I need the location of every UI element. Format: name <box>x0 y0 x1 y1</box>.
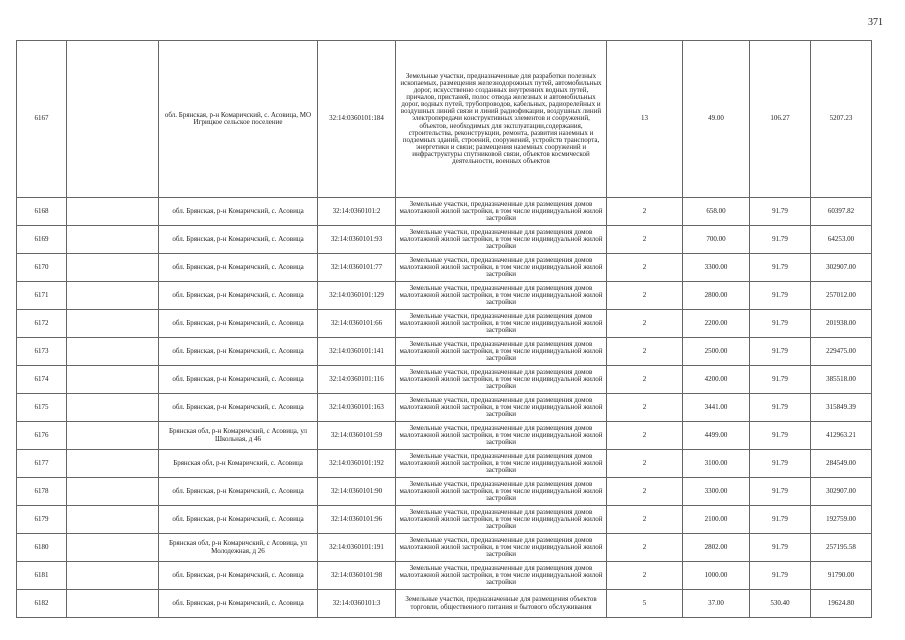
area-cell: 3441.00 <box>683 394 750 422</box>
row-number: 6167 <box>17 41 67 198</box>
area-cell: 700.00 <box>683 226 750 254</box>
cadastral-number-cell: 32:14:0360101:96 <box>318 506 396 534</box>
table-row <box>17 226 872 254</box>
address-cell: обл. Брянская, р-н Комаричский, с. Асовица <box>159 478 318 506</box>
cadastral-number-cell: 32:14:0360101:191 <box>318 534 396 562</box>
spacer-cell <box>67 478 159 506</box>
row-number: 6182 <box>17 590 67 618</box>
address-cell: Брянская обл, р-н Комаричский, с Асовица, ул Молодежная, д 26 <box>159 534 318 562</box>
specific-value-cell: 530.40 <box>750 590 811 618</box>
row-number: 6172 <box>17 310 67 338</box>
group-number-cell: 2 <box>607 254 683 282</box>
specific-value-cell: 91.79 <box>750 422 811 450</box>
group-number-cell: 2 <box>607 310 683 338</box>
specific-value-cell: 91.79 <box>750 282 811 310</box>
cadastral-number-cell: 32:14:0360101:59 <box>318 422 396 450</box>
cadastral-number-cell: 32:14:0360101:116 <box>318 366 396 394</box>
group-number-cell: 2 <box>607 422 683 450</box>
cadastral-number-cell: 32:14:0360101:3 <box>318 590 396 618</box>
table-row <box>17 478 872 506</box>
area-cell: 49.00 <box>683 41 750 198</box>
row-number: 6169 <box>17 226 67 254</box>
cadastral-number-cell: 32:14:0360101:90 <box>318 478 396 506</box>
group-number-cell: 2 <box>607 478 683 506</box>
table-row <box>17 422 872 450</box>
page-number: 371 <box>868 17 883 28</box>
specific-value-cell: 91.79 <box>750 506 811 534</box>
area-cell: 3100.00 <box>683 450 750 478</box>
address-cell: обл. Брянская, р-н Комаричский, с. Асовица <box>159 198 318 226</box>
spacer-cell <box>67 254 159 282</box>
cadastral-number-cell: 32:14:0360101:192 <box>318 450 396 478</box>
cadastral-value-cell: 5207.23 <box>811 41 872 198</box>
table-row <box>17 450 872 478</box>
land-use-cell: Земельные участки, предназначенные для размещения домов малоэтажной жилой застройки, в том числе индивидуальной жилой застройки <box>396 450 607 478</box>
cadastral-number-cell: 32:14:0360101:66 <box>318 310 396 338</box>
address-cell: обл. Брянская, р-н Комаричский, с. Асовица <box>159 226 318 254</box>
cadastral-number-cell: 32:14:0360101:2 <box>318 198 396 226</box>
area-cell: 4499.00 <box>683 422 750 450</box>
cadastral-value-cell: 302907.00 <box>811 478 872 506</box>
spacer-cell <box>67 422 159 450</box>
area-cell: 2802.00 <box>683 534 750 562</box>
row-number: 6173 <box>17 338 67 366</box>
table-row <box>17 338 872 366</box>
row-number: 6179 <box>17 506 67 534</box>
spacer-cell <box>67 310 159 338</box>
specific-value-cell: 91.79 <box>750 394 811 422</box>
table-row <box>17 254 872 282</box>
specific-value-cell: 91.79 <box>750 198 811 226</box>
address-cell: обл. Брянская, р-н Комаричский, с. Асовица <box>159 254 318 282</box>
land-use-cell: Земельные участки, предназначенные для размещения домов малоэтажной жилой застройки, в том числе индивидуальной жилой застройки <box>396 254 607 282</box>
specific-value-cell: 91.79 <box>750 338 811 366</box>
group-number-cell: 2 <box>607 506 683 534</box>
specific-value-cell: 91.79 <box>750 310 811 338</box>
row-number: 6170 <box>17 254 67 282</box>
spacer-cell <box>67 450 159 478</box>
specific-value-cell: 91.79 <box>750 254 811 282</box>
spacer-cell <box>67 394 159 422</box>
address-cell: обл. Брянская, р-н Комаричский, с. Асовица <box>159 590 318 618</box>
area-cell: 37.00 <box>683 590 750 618</box>
row-number: 6177 <box>17 450 67 478</box>
row-number: 6180 <box>17 534 67 562</box>
table-row <box>17 534 872 562</box>
land-use-cell: Земельные участки, предназначенные для размещения домов малоэтажной жилой застройки, в том числе индивидуальной жилой застройки <box>396 506 607 534</box>
land-use-cell: Земельные участки, предназначенные для размещения домов малоэтажной жилой застройки, в том числе индивидуальной жилой застройки <box>396 394 607 422</box>
address-cell: Брянская обл, р-н Комаричский, с Асовица, ул Школьная, д 46 <box>159 422 318 450</box>
row-number: 6171 <box>17 282 67 310</box>
spacer-cell <box>67 366 159 394</box>
table-row <box>17 394 872 422</box>
cadastral-number-cell: 32:14:0360101:77 <box>318 254 396 282</box>
spacer-cell <box>67 562 159 590</box>
group-number-cell: 2 <box>607 198 683 226</box>
area-cell: 3300.00 <box>683 478 750 506</box>
group-number-cell: 2 <box>607 366 683 394</box>
area-cell: 2200.00 <box>683 310 750 338</box>
table-row <box>17 282 872 310</box>
table-row <box>17 198 872 226</box>
group-number-cell: 2 <box>607 562 683 590</box>
land-use-cell: Земельные участки, предназначенные для размещения домов малоэтажной жилой застройки, в том числе индивидуальной жилой застройки <box>396 478 607 506</box>
specific-value-cell: 91.79 <box>750 562 811 590</box>
cadastral-value-cell: 91790.00 <box>811 562 872 590</box>
table-row <box>17 506 872 534</box>
cadastral-value-table <box>16 40 872 618</box>
land-use-cell: Земельные участки, предназначенные для размещения домов малоэтажной жилой застройки, в том числе индивидуальной жилой застройки <box>396 422 607 450</box>
address-cell: обл. Брянская, р-н Комаричский, с. Асовица <box>159 282 318 310</box>
cadastral-number-cell: 32:14:0360101:98 <box>318 562 396 590</box>
land-use-cell: Земельные участки, предназначенные для размещения домов малоэтажной жилой застройки, в том числе индивидуальной жилой застройки <box>396 338 607 366</box>
spacer-cell <box>67 338 159 366</box>
table-row <box>17 366 872 394</box>
table-row <box>17 590 872 618</box>
group-number-cell: 2 <box>607 282 683 310</box>
area-cell: 2500.00 <box>683 338 750 366</box>
land-use-cell: Земельные участки, предназначенные для размещения объектов торговли, общественного питания и бытового обслуживания <box>396 590 607 618</box>
row-number: 6181 <box>17 562 67 590</box>
table-row <box>17 310 872 338</box>
cadastral-value-cell: 385518.00 <box>811 366 872 394</box>
specific-value-cell: 91.79 <box>750 366 811 394</box>
land-use-cell: Земельные участки, предназначенные для размещения домов малоэтажной жилой застройки, в том числе индивидуальной жилой застройки <box>396 310 607 338</box>
area-cell: 1000.00 <box>683 562 750 590</box>
row-number: 6178 <box>17 478 67 506</box>
address-cell: обл. Брянская, р-н Комаричский, с. Асовица <box>159 562 318 590</box>
cadastral-value-cell: 201938.00 <box>811 310 872 338</box>
cadastral-number-cell: 32:14:0360101:129 <box>318 282 396 310</box>
cadastral-value-cell: 412963.21 <box>811 422 872 450</box>
address-cell: обл. Брянская, р-н Комаричский, с. Асовица <box>159 366 318 394</box>
table-row <box>17 41 872 198</box>
cadastral-number-cell: 32:14:0360101:184 <box>318 41 396 198</box>
table-row <box>17 562 872 590</box>
land-use-cell: Земельные участки, предназначенные для размещения домов малоэтажной жилой застройки, в том числе индивидуальной жилой застройки <box>396 282 607 310</box>
cadastral-value-cell: 257195.58 <box>811 534 872 562</box>
area-cell: 4200.00 <box>683 366 750 394</box>
specific-value-cell: 91.79 <box>750 534 811 562</box>
land-use-cell: Земельные участки, предназначенные для разработки полезных ископаемых, размещения железнодорожных путей, автомобильных дорог, искусственно созданных внутренних водных путей, причалов, пристаней, полос отвода железных и автомобильных дорог, водных путей, трубопроводов, кабельных, радиорелейных и воздушных линий связи и линий радиофикации, воздушных линий электропередачи конструктивных элементов и сооружений, объектов, необходимых для эксплуатации,содержания, строительства, реконструкции, ремонта, развития наземных и подземных зданий, строений, сооружений, устройств транспорта, энергетики и связи; размещения наземных сооружений и инфраструктуры спутниковой связи, объектов космической деятельности, военных объектов <box>396 41 607 198</box>
table-body <box>17 41 872 618</box>
group-number-cell: 2 <box>607 450 683 478</box>
cadastral-value-cell: 284549.00 <box>811 450 872 478</box>
group-number-cell: 2 <box>607 394 683 422</box>
group-number-cell: 2 <box>607 226 683 254</box>
cadastral-number-cell: 32:14:0360101:163 <box>318 394 396 422</box>
area-cell: 658.00 <box>683 198 750 226</box>
spacer-cell <box>67 41 159 198</box>
specific-value-cell: 91.79 <box>750 226 811 254</box>
address-cell: обл. Брянская, р-н Комаричский, с. Асовица <box>159 506 318 534</box>
spacer-cell <box>67 198 159 226</box>
area-cell: 2100.00 <box>683 506 750 534</box>
row-number: 6168 <box>17 198 67 226</box>
cadastral-value-cell: 315849.39 <box>811 394 872 422</box>
address-cell: обл. Брянская, р-н Комаричский, с. Асовица <box>159 338 318 366</box>
spacer-cell <box>67 506 159 534</box>
cadastral-value-cell: 229475.00 <box>811 338 872 366</box>
land-use-cell: Земельные участки, предназначенные для размещения домов малоэтажной жилой застройки, в том числе индивидуальной жилой застройки <box>396 198 607 226</box>
group-number-cell: 2 <box>607 338 683 366</box>
specific-value-cell: 106.27 <box>750 41 811 198</box>
spacer-cell <box>67 590 159 618</box>
area-cell: 3300.00 <box>683 254 750 282</box>
land-use-cell: Земельные участки, предназначенные для размещения домов малоэтажной жилой застройки, в том числе индивидуальной жилой застройки <box>396 562 607 590</box>
cadastral-value-cell: 302907.00 <box>811 254 872 282</box>
address-cell: обл. Брянская, р-н Комаричский, с. Асовица <box>159 394 318 422</box>
spacer-cell <box>67 282 159 310</box>
row-number: 6176 <box>17 422 67 450</box>
cadastral-value-cell: 257012.00 <box>811 282 872 310</box>
land-use-cell: Земельные участки, предназначенные для размещения домов малоэтажной жилой застройки, в том числе индивидуальной жилой застройки <box>396 534 607 562</box>
area-cell: 2800.00 <box>683 282 750 310</box>
cadastral-number-cell: 32:14:0360101:93 <box>318 226 396 254</box>
group-number-cell: 13 <box>607 41 683 198</box>
specific-value-cell: 91.79 <box>750 450 811 478</box>
cadastral-value-cell: 60397.82 <box>811 198 872 226</box>
spacer-cell <box>67 534 159 562</box>
spacer-cell <box>67 226 159 254</box>
group-number-cell: 5 <box>607 590 683 618</box>
address-cell: обл. Брянская, р-н Комаричский, с. Асовица, МО Игрицкое сельское поселение <box>159 41 318 198</box>
cadastral-value-cell: 64253.00 <box>811 226 872 254</box>
cadastral-value-cell: 192759.00 <box>811 506 872 534</box>
land-use-cell: Земельные участки, предназначенные для размещения домов малоэтажной жилой застройки, в том числе индивидуальной жилой застройки <box>396 366 607 394</box>
specific-value-cell: 91.79 <box>750 478 811 506</box>
cadastral-number-cell: 32:14:0360101:141 <box>318 338 396 366</box>
row-number: 6174 <box>17 366 67 394</box>
group-number-cell: 2 <box>607 534 683 562</box>
land-use-cell: Земельные участки, предназначенные для размещения домов малоэтажной жилой застройки, в том числе индивидуальной жилой застройки <box>396 226 607 254</box>
cadastral-value-cell: 19624.80 <box>811 590 872 618</box>
address-cell: Брянская обл, р-н Комаричский, с. Асовица <box>159 450 318 478</box>
row-number: 6175 <box>17 394 67 422</box>
address-cell: обл. Брянская, р-н Комаричский, с. Асовица <box>159 310 318 338</box>
